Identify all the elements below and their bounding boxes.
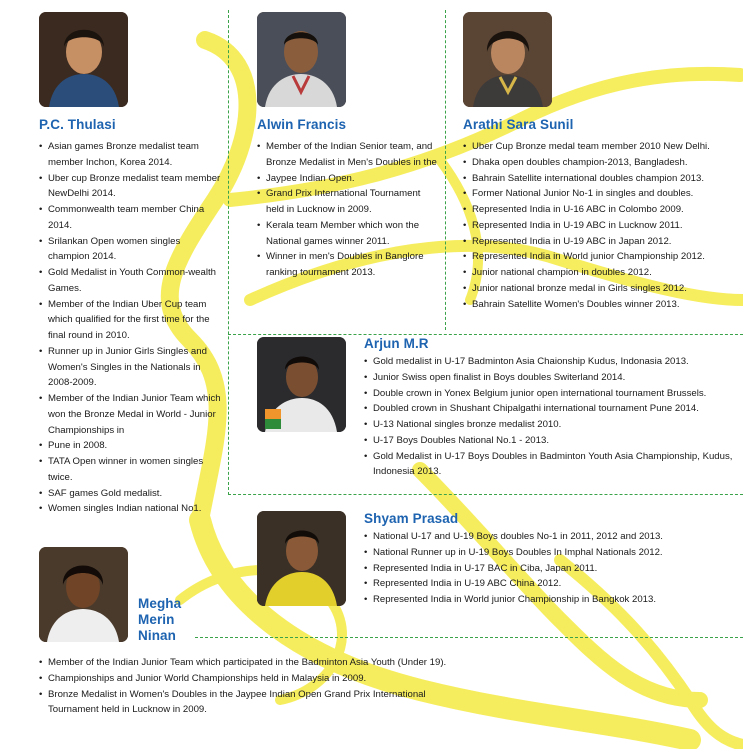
player-portrait-icon: [39, 547, 128, 642]
player-photo-thulasi: [39, 12, 128, 107]
list-item: • National Runner up in U-19 Boys Doubles In Imphal Nationals 2012.: [364, 545, 740, 561]
player-name-alwin: Alwin Francis: [257, 117, 347, 132]
player-portrait-icon: [257, 511, 346, 606]
list-item: • Uber Cup Bronze medal team member 2010 New Delhi.: [463, 139, 741, 155]
list-item: • Srilankan Open women singles champion 2014.: [39, 234, 224, 266]
player-photo-megha: [39, 547, 128, 642]
player-portrait-icon: [39, 12, 128, 107]
list-item: • U-17 Boys Doubles National No.1 - 2013.: [364, 433, 740, 449]
achievements-shyam: [364, 529, 740, 608]
list-item: • Bahrain Satellite international doubles champion 2013.: [463, 171, 741, 187]
achievements-megha: [39, 655, 464, 718]
divider-vertical-left: [228, 10, 229, 495]
list-item: • Winner in men's Doubles in Banglore ranking tournament 2013.: [257, 249, 440, 281]
list-item: • Represented India in U-16 ABC in Colombo 2009.: [463, 202, 741, 218]
list-item: • Bronze Medalist in Women's Doubles in the Jaypee Indian Open Grand Prix International Tournament held in Lucknow in 2009.: [39, 687, 464, 719]
list-item: • Represented India in U-19 ABC China 2012.: [364, 576, 740, 592]
list-item: • U-13 National singles bronze medalist 2010.: [364, 417, 740, 433]
list-item: • Jaypee Indian Open.: [257, 171, 440, 187]
list-item: • Uber cup Bronze medalist team member NewDelhi 2014.: [39, 171, 224, 203]
achievements-arathi: [463, 139, 741, 312]
list-item: • Commonwealth team member China 2014.: [39, 202, 224, 234]
player-portrait-icon: [257, 12, 346, 107]
list-item: • Women singles Indian national No1.: [39, 501, 224, 517]
list-item: • Represented India in U-17 BAC in Ciba, Japan 2011.: [364, 561, 740, 577]
list-item: • Runner up in Junior Girls Singles and Women's Singles in the Nationals in 2008-2009.: [39, 344, 224, 391]
list-item: • Former National Junior No-1 in singles and doubles.: [463, 186, 741, 202]
player-name-arjun: Arjun M.R: [364, 336, 429, 351]
list-item: • Represented India in World junior Championship in Bangkok 2013.: [364, 592, 740, 608]
list-item: • Kerala team Member which won the National games winner 2011.: [257, 218, 440, 250]
player-photo-alwin: [257, 12, 346, 107]
player-name-thulasi: P.C. Thulasi: [39, 117, 116, 132]
list-item: • Gold Medalist in Youth Common-wealth Games.: [39, 265, 224, 297]
achievements-arjun: [364, 354, 740, 480]
list-item: • Represented India in U-19 ABC in Japan 2012.: [463, 234, 741, 250]
list-item: • Grand Prix International Tournament held in Lucknow in 2009.: [257, 186, 440, 218]
player-photo-shyam: [257, 511, 346, 606]
list-item: • Gold Medalist in U-17 Boys Doubles in Badminton Youth Asia Championship, Kudus, Indonesia 2013.: [364, 449, 740, 481]
list-item: • Junior national bronze medal in Girls singles 2012.: [463, 281, 741, 297]
list-item: • Dhaka open doubles champion-2013, Bangladesh.: [463, 155, 741, 171]
player-name-megha: [138, 596, 181, 644]
divider-horizontal-lower: [228, 494, 743, 495]
divider-vertical-right: [445, 10, 446, 330]
player-name-shyam: Shyam Prasad: [364, 511, 459, 526]
divider-horizontal-bottom: [195, 637, 743, 638]
list-item: • Member of the Indian Uber Cup team which qualified for the first time for the final round in 2010.: [39, 297, 224, 344]
player-name-megha-line: Ninan: [138, 628, 177, 643]
list-item: • Pune in 2008.: [39, 438, 224, 454]
player-photo-arathi: [463, 12, 552, 107]
list-item: • Represented India in U-19 ABC in Lucknow 2011.: [463, 218, 741, 234]
player-portrait-icon: [463, 12, 552, 107]
list-item: • TATA Open winner in women singles twice.: [39, 454, 224, 486]
list-item: • Championships and Junior World Championships held in Malaysia in 2009.: [39, 671, 464, 687]
list-item: • Junior national champion in doubles 2012.: [463, 265, 741, 281]
achievements-alwin: [257, 139, 440, 281]
player-name-arathi: Arathi Sara Sunil: [463, 117, 574, 132]
list-item: • Member of the Indian Junior Team which won the Bronze Medal in World - Junior Championships in: [39, 391, 224, 438]
list-item: • Asian games Bronze medalist team member Inchon, Korea 2014.: [39, 139, 224, 171]
list-item: • Gold medalist in U-17 Badminton Asia Chaionship Kudus, Indonasia 2013.: [364, 354, 740, 370]
list-item: • Junior Swiss open finalist in Boys doubles Switerland 2014.: [364, 370, 740, 386]
list-item: • Doubled crown in Shushant Chipalgathi international tournament Pune 2014.: [364, 401, 740, 417]
list-item: • Bahrain Satellite Women's Doubles winner 2013.: [463, 297, 741, 313]
player-portrait-icon: [257, 337, 346, 432]
list-item: • SAF games Gold medalist.: [39, 486, 224, 502]
divider-horizontal-middle: [228, 334, 743, 335]
list-item: • Represented India in World junior Championship 2012.: [463, 249, 741, 265]
list-item: • Double crown in Yonex Belgium junior open international tournament Brussels.: [364, 386, 740, 402]
player-photo-arjun: [257, 337, 346, 432]
list-item: • National U-17 and U-19 Boys doubles No-1 in 2011, 2012 and 2013.: [364, 529, 740, 545]
achievements-thulasi: [39, 139, 224, 517]
player-name-megha-line: Merin: [138, 612, 175, 627]
list-item: • Member of the Indian Junior Team which participated in the Badminton Asia Youth (Under 19).: [39, 655, 464, 671]
list-item: • Member of the Indian Senior team, and Bronze Medalist in Men's Doubles in the: [257, 139, 440, 171]
player-name-megha-line: Megha: [138, 596, 182, 611]
